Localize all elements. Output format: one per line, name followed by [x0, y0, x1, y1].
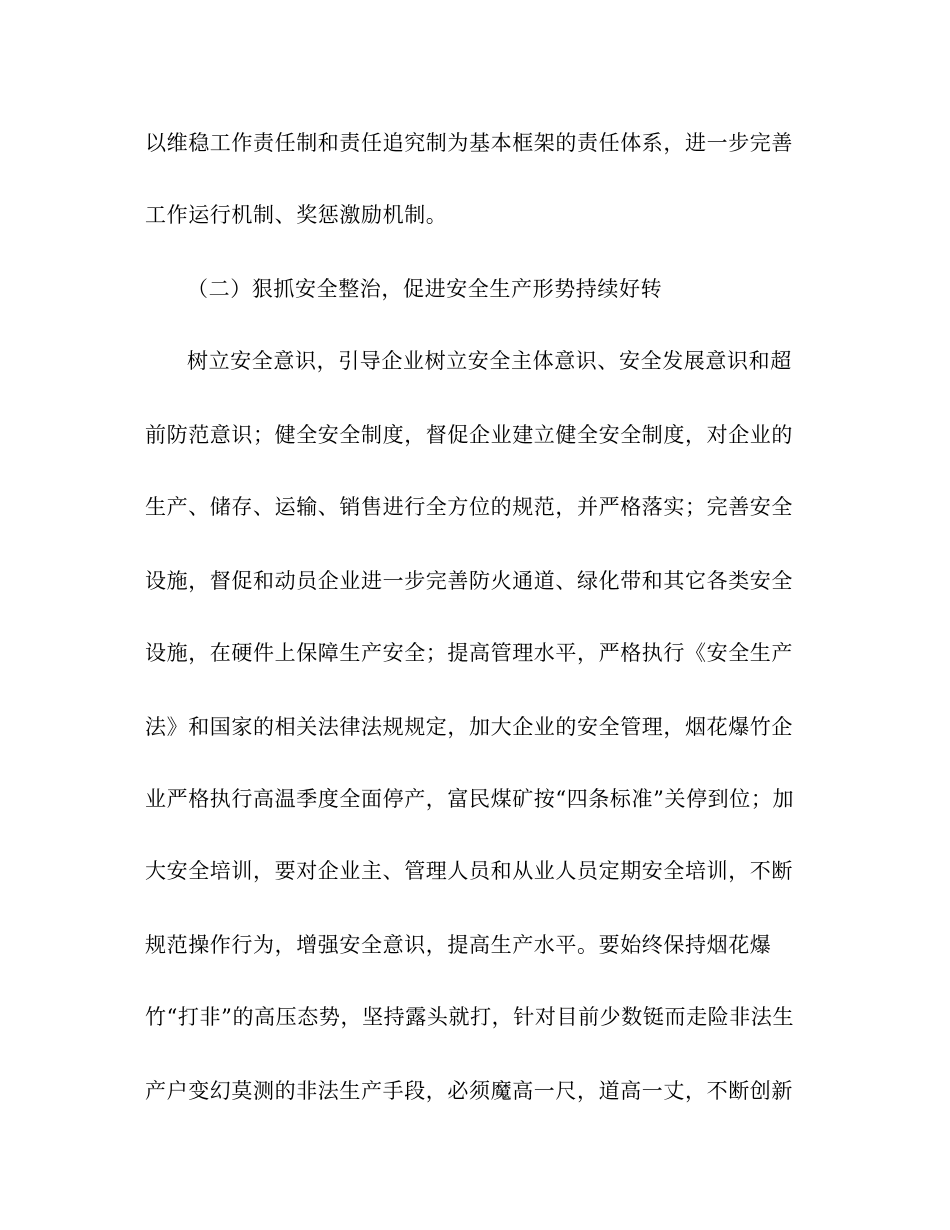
paragraph-line-4: 前防范意识；健全安全制度，督促企业建立健全安全制度，对企业的: [145, 423, 793, 447]
paragraph-line-10: 大安全培训，要对企业主、管理人员和从业人员定期安全培训，不断: [145, 859, 793, 883]
paragraph-line-2: 工作运行机制、奖惩激励机制。: [145, 203, 448, 227]
paragraph-line-11: 规范操作行为，增强安全意识，提高生产水平。要始终保持烟花爆: [145, 933, 772, 957]
paragraph-line-3: 树立安全意识，引导企业树立安全主体意识、安全发展意识和超: [187, 349, 792, 373]
paragraph-line-9: 业严格执行高温季度全面停产，富民煤矿按“四条标准”关停到位；加: [145, 787, 795, 811]
paragraph-line-8: 法》和国家的相关法律法规规定，加大企业的安全管理，烟花爆竹企: [145, 715, 793, 739]
paragraph-line-5: 生产、储存、运输、销售进行全方位的规范，并严格落实；完善安全: [145, 495, 793, 519]
paragraph-line-1: 以维稳工作责任制和责任追究制为基本框架的责任体系，进一步完善: [145, 131, 793, 155]
paragraph-line-13: 产户变幻莫测的非法生产手段，必须魔高一尺，道高一丈，不断创新: [145, 1079, 793, 1103]
paragraph-line-12: 竹“打非”的高压态势，坚持露头就打，针对目前少数铤而走险非法生: [145, 1005, 795, 1029]
section-heading: （二）狠抓安全整治，促进安全生产形势持续好转: [187, 277, 663, 301]
paragraph-line-6: 设施，督促和动员企业进一步完善防火通道、绿化带和其它各类安全: [145, 569, 793, 593]
paragraph-line-7: 设施，在硬件上保障生产安全；提高管理水平，严格执行《安全生产: [145, 641, 793, 665]
